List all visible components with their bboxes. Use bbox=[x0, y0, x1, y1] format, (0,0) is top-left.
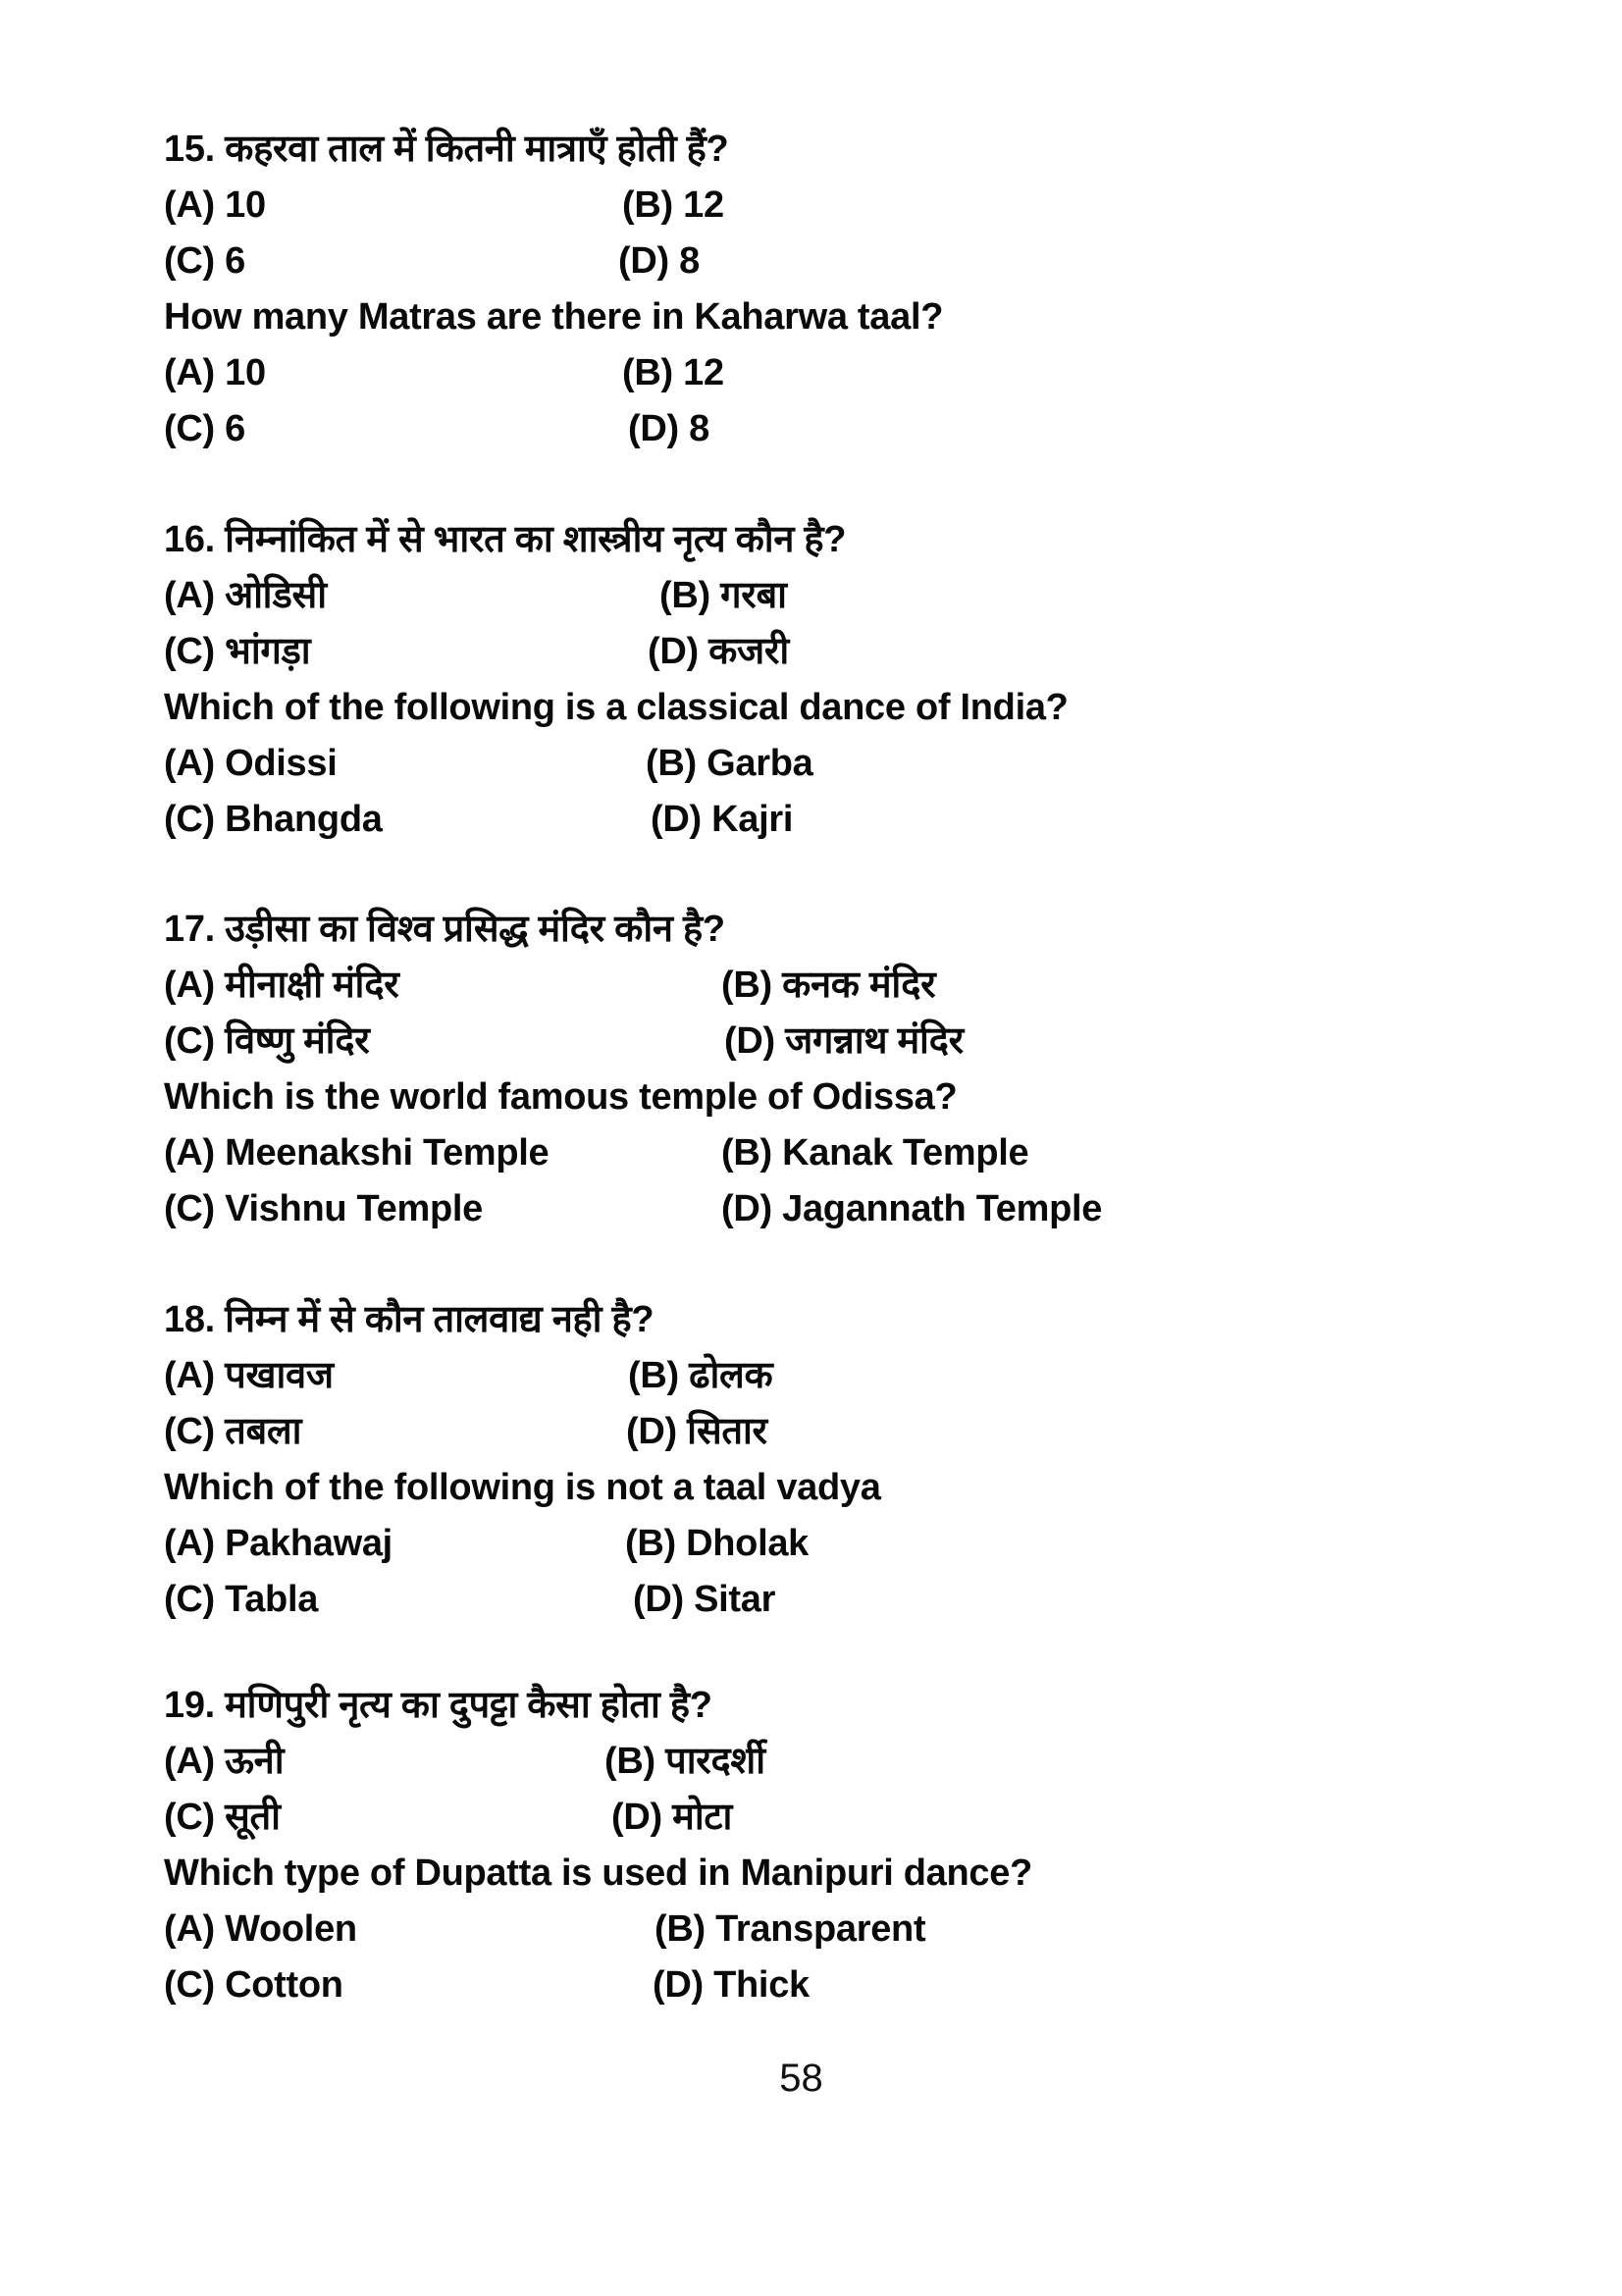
option-d-hindi: (D) 8 bbox=[618, 240, 700, 282]
option-a-hindi: (A) ऊनी bbox=[164, 1741, 285, 1782]
option-d-english: (D) Sitar bbox=[633, 1579, 776, 1620]
option-a-english: (A) Pakhawaj bbox=[164, 1523, 392, 1564]
option-b-hindi: (B) पारदर्शी bbox=[604, 1741, 765, 1782]
option-c-english: (C) 6 bbox=[164, 408, 245, 449]
question-hindi: 19. मणिपुरी नृत्य का दुपट्टा कैसा होता है? bbox=[164, 1685, 712, 1726]
option-b-hindi: (B) 12 bbox=[622, 184, 724, 226]
option-d-english: (D) Kajri bbox=[651, 799, 794, 840]
option-c-hindi: (C) तबला bbox=[164, 1411, 302, 1452]
option-b-hindi: (B) ढोलक bbox=[628, 1355, 773, 1396]
option-b-hindi: (B) गरबा bbox=[659, 575, 787, 616]
option-c-english: (C) Tabla bbox=[164, 1579, 319, 1620]
question-hindi: 18. निम्न में से कौन तालवाद्य नही है? bbox=[164, 1299, 654, 1340]
option-a-english: (A) Odissi bbox=[164, 743, 338, 784]
question-16 bbox=[0, 512, 1622, 848]
option-d-english: (D) Thick bbox=[653, 1964, 810, 2006]
option-d-hindi: (D) कजरी bbox=[648, 631, 789, 672]
option-c-hindi: (C) विष्णु मंदिर bbox=[164, 1020, 370, 1062]
option-a-hindi: (A) 10 bbox=[164, 184, 266, 226]
question-english: Which is the world famous temple of Odissa? bbox=[164, 1076, 958, 1118]
option-c-english: (C) Cotton bbox=[164, 1964, 343, 2006]
question-hindi: 17. उड़ीसा का विश्व प्रसिद्ध मंदिर कौन है? bbox=[164, 909, 725, 950]
question-english: How many Matras are there in Kaharwa taal? bbox=[164, 296, 944, 338]
option-b-english: (B) 12 bbox=[622, 352, 724, 393]
question-english: Which of the following is not a taal vadya bbox=[164, 1467, 881, 1508]
option-b-english: (B) Kanak Temple bbox=[721, 1132, 1029, 1174]
option-b-english: (B) Garba bbox=[646, 743, 813, 784]
option-a-hindi: (A) पखावज bbox=[164, 1355, 334, 1396]
option-c-english: (C) Vishnu Temple bbox=[164, 1188, 483, 1229]
question-hindi: 16. निम्नांकित में से भारत का शास्त्रीय नृत्य कौन है? bbox=[164, 519, 847, 560]
option-a-hindi: (A) मीनाक्षी मंदिर bbox=[164, 965, 399, 1006]
option-c-hindi: (C) 6 bbox=[164, 240, 245, 282]
question-hindi: 15. कहरवा ताल में कितनी मात्राएँ होती हैं? bbox=[164, 129, 729, 170]
option-d-english: (D) Jagannath Temple bbox=[721, 1188, 1103, 1229]
question-19 bbox=[0, 1678, 1622, 2013]
option-c-hindi: (C) भांगड़ा bbox=[164, 631, 311, 672]
option-a-english: (A) 10 bbox=[164, 352, 266, 393]
option-a-english: (A) Woolen bbox=[164, 1908, 357, 1950]
page-number bbox=[0, 2057, 1622, 2100]
page-number-text: 58 bbox=[779, 2057, 823, 2100]
option-a-english: (A) Meenakshi Temple bbox=[164, 1132, 549, 1174]
question-17 bbox=[0, 902, 1622, 1237]
option-d-hindi: (D) मोटा bbox=[611, 1797, 733, 1838]
question-15 bbox=[0, 122, 1622, 457]
option-b-english: (B) Transparent bbox=[654, 1908, 926, 1950]
question-english: Which of the following is a classical dance of India? bbox=[164, 687, 1069, 728]
option-b-english: (B) Dholak bbox=[625, 1523, 810, 1564]
option-a-hindi: (A) ओडिसी bbox=[164, 575, 327, 616]
question-18 bbox=[0, 1292, 1622, 1628]
option-d-english: (D) 8 bbox=[628, 408, 709, 449]
option-d-hindi: (D) सितार bbox=[626, 1411, 767, 1452]
option-c-english: (C) Bhangda bbox=[164, 799, 383, 840]
option-d-hindi: (D) जगन्नाथ मंदिर bbox=[724, 1020, 964, 1062]
option-b-hindi: (B) कनक मंदिर bbox=[721, 965, 936, 1006]
question-english: Which type of Dupatta is used in Manipuri dance? bbox=[164, 1852, 1033, 1894]
option-c-hindi: (C) सूती bbox=[164, 1797, 281, 1838]
